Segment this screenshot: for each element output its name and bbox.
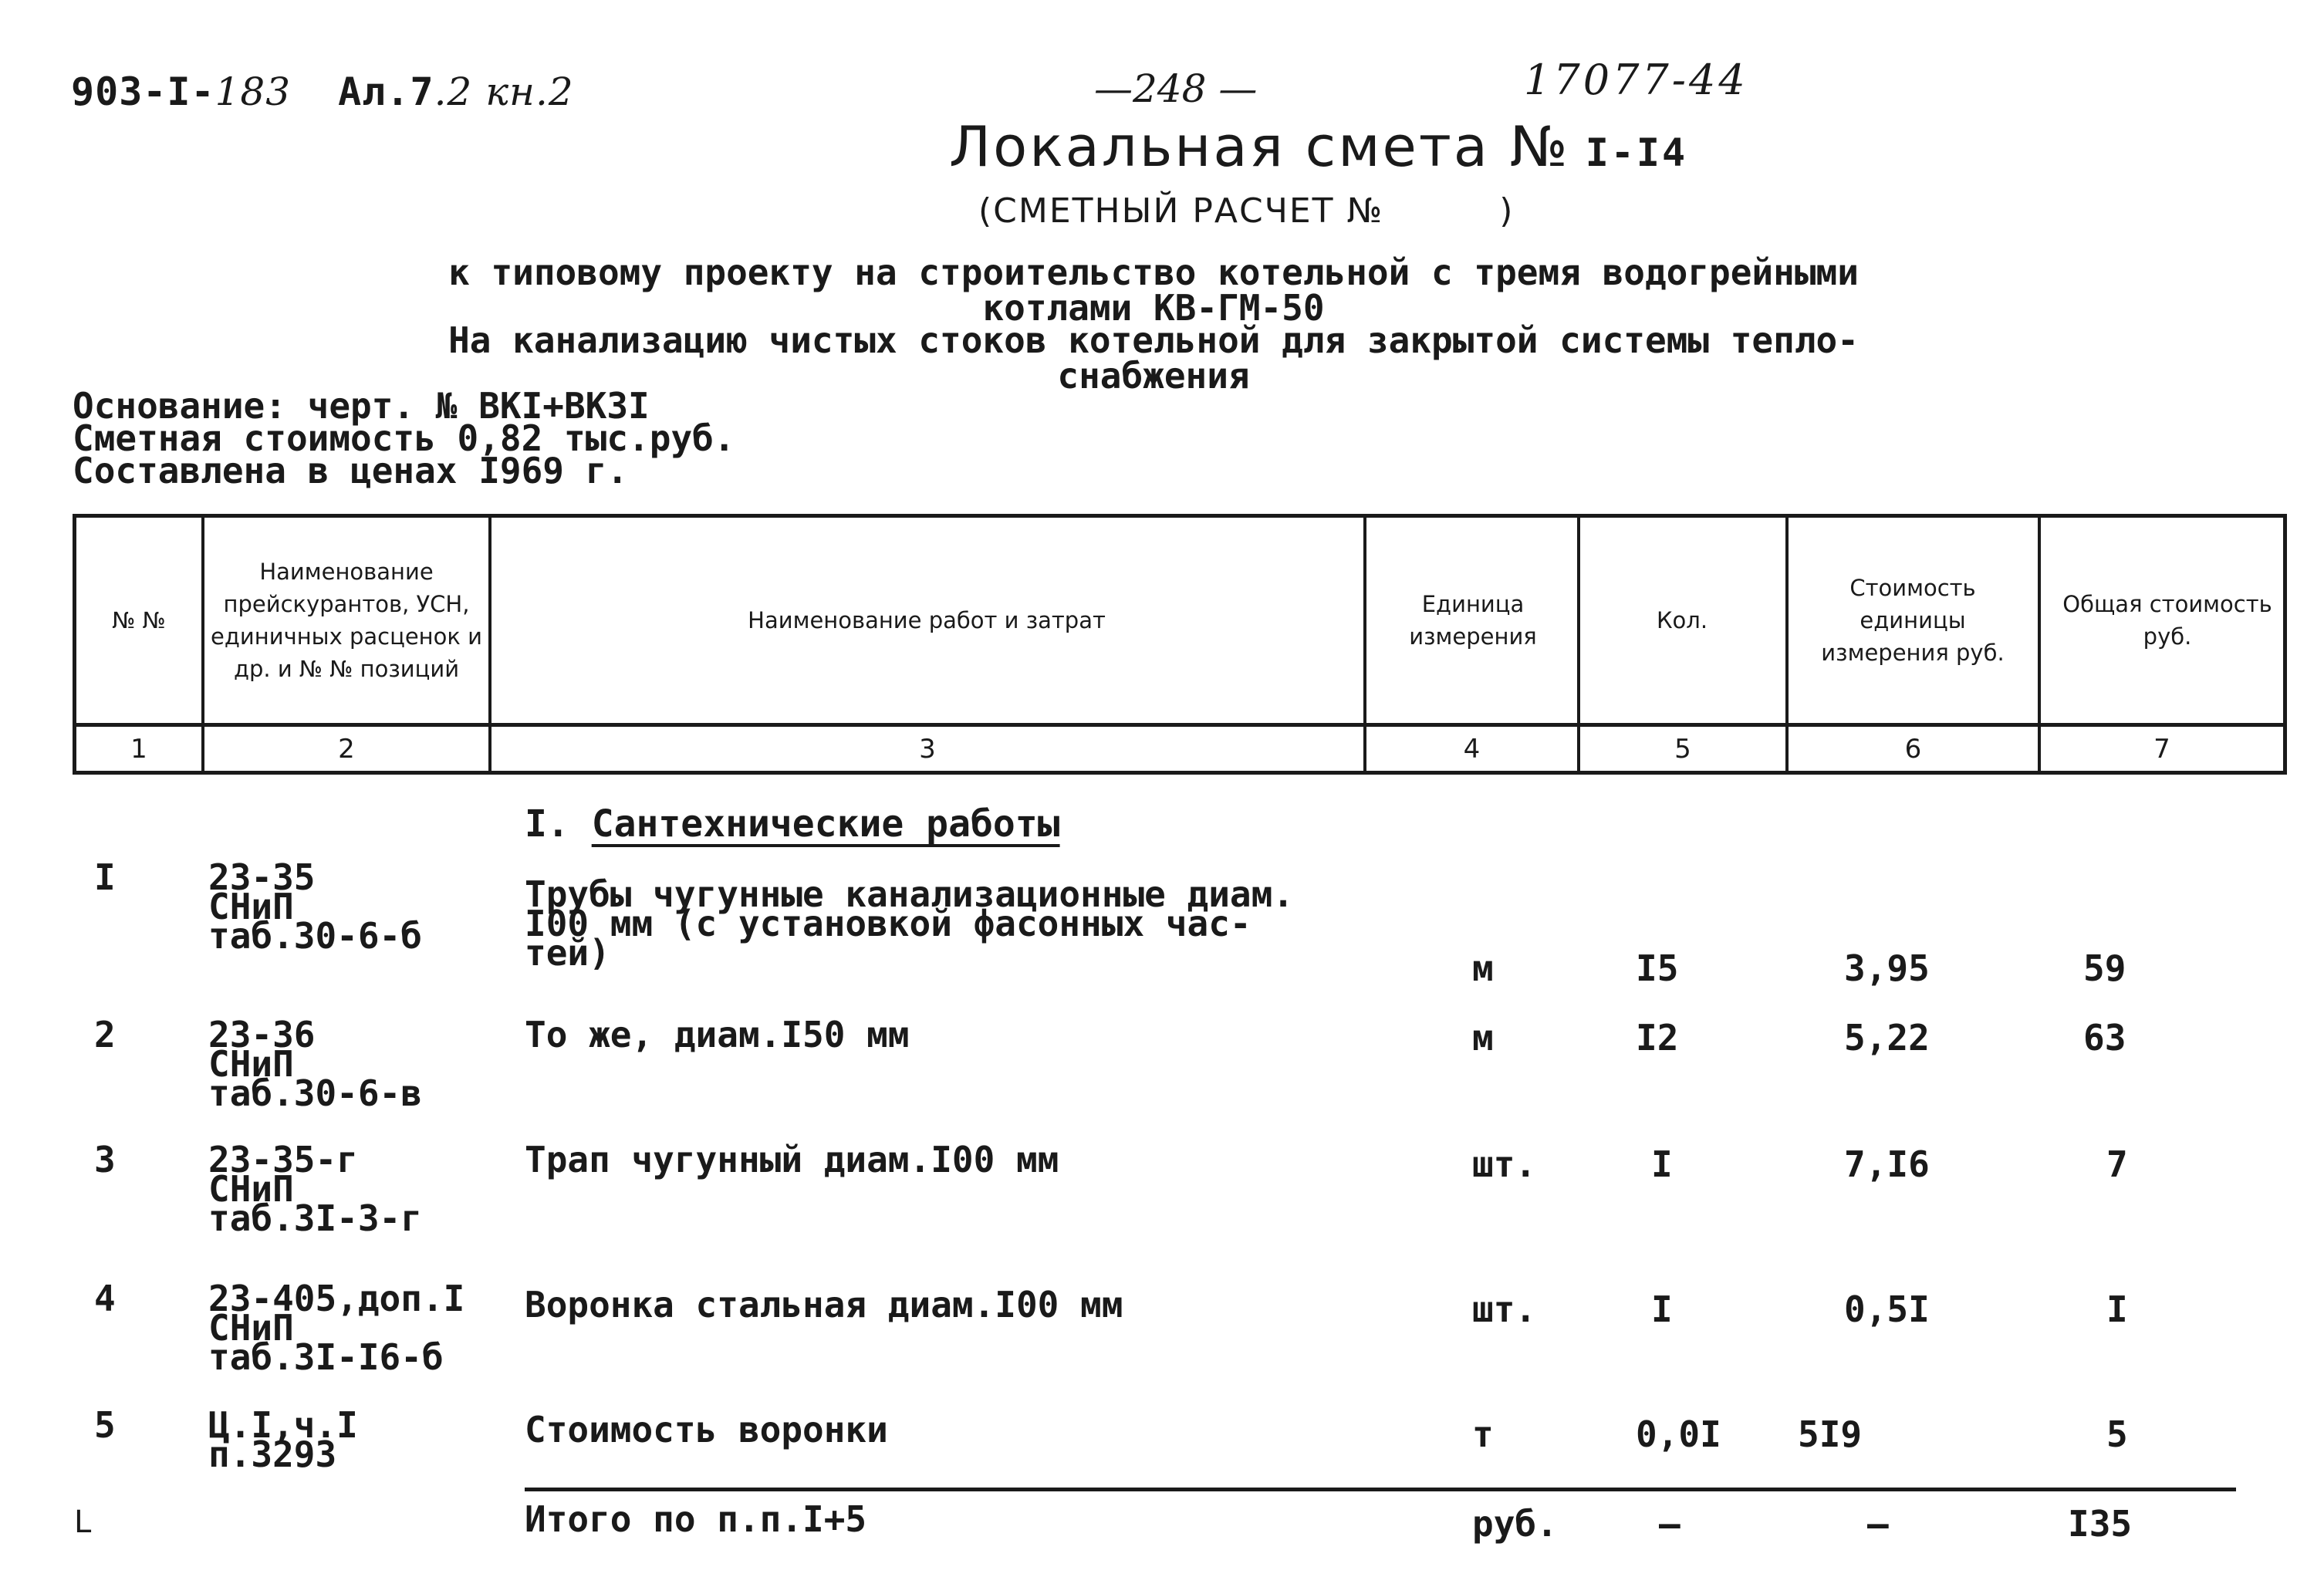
header-col-quantity: Кол. [1656, 607, 1708, 633]
total-label: Итого по п.п.I+5 [525, 1498, 867, 1540]
section-name: Сантехнические работы [591, 802, 1060, 846]
subtitle-open: (СМЕТНЫЙ РАСЧЕТ № [978, 191, 1384, 231]
document-code [71, 69, 574, 114]
row-number: 3 [94, 1139, 116, 1180]
row-total-cost: 5 [2106, 1413, 2128, 1455]
row-number: 4 [94, 1278, 116, 1319]
description-line: На канализацию чистых стоков котельной для закрытой системы тепло- [448, 319, 1859, 361]
column-number: 6 [1904, 734, 1922, 765]
page-number: —248 — [1094, 66, 1258, 111]
description-line: к типовому проекту на строительство котельной с тремя водогрейными [448, 252, 1859, 293]
row-total-cost: 63 [2083, 1017, 2126, 1059]
project-description [401, 252, 1906, 329]
archive-number: 17077-44 [1524, 56, 1748, 104]
row-code: 23-35 СНиП таб.30-6-б [208, 856, 422, 957]
total-quantity: – [1659, 1503, 1681, 1545]
section-number: I. [525, 802, 569, 846]
column-number: 5 [1674, 734, 1691, 765]
row-number: 5 [94, 1404, 116, 1446]
total-cost: I35 [2068, 1503, 2133, 1545]
row-code: 23-35-г СНиП таб.3I-3-г [208, 1139, 422, 1239]
column-number: 3 [919, 734, 936, 765]
total-unit-cost: – [1867, 1503, 1889, 1545]
description-line: котлами КВ-ГМ-50 [982, 287, 1325, 329]
corner-mark: L [74, 1505, 92, 1540]
row-unit: шт. [1472, 1288, 1537, 1330]
row-quantity: I [1651, 1288, 1673, 1330]
header-col-number: № № [112, 607, 166, 633]
document-code-prefix: 903-I- [71, 69, 215, 114]
row-unit-cost: 3,95 [1844, 947, 1930, 989]
price-year: Составлена в ценах I969 г. [73, 450, 629, 491]
header-col-total-cost: Общая стоимость руб. [2062, 591, 2272, 650]
row-quantity: I5 [1636, 947, 1679, 989]
row-quantity: 0,0I [1636, 1413, 1721, 1455]
row-unit-cost: 5,22 [1844, 1017, 1930, 1059]
row-code: 23-405,доп.I СНиП таб.3I-I6-б [208, 1278, 465, 1378]
document-subtitle [978, 191, 1514, 231]
column-number: 2 [338, 734, 355, 765]
row-code: 23-36 СНиП таб.30-6-в [208, 1014, 422, 1114]
row-work-name: Трубы чугунные канализационные диам. I00 мм (с установкой фасонных час- тей) [525, 873, 1294, 974]
header-col-unit-cost: Стоимость единицы измерения руб. [1821, 575, 2005, 666]
estimated-cost: Сметная стоимость 0,82 тыс.руб. [73, 417, 735, 459]
row-work-name: Трап чугунный диам.I00 мм [525, 1139, 1059, 1180]
estimate-number: I-I4 [1585, 130, 1688, 175]
row-number: I [94, 856, 116, 898]
row-number: 2 [94, 1014, 116, 1055]
scope-description [401, 319, 1906, 397]
column-number: 1 [130, 734, 147, 765]
document-title [949, 114, 1687, 179]
estimate-table-header [73, 514, 2287, 775]
row-unit-cost: 7,I6 [1844, 1143, 1930, 1185]
basis-drawings: Основание: черт. № ВКI+ВК3I [73, 385, 650, 427]
row-unit: т [1472, 1413, 1494, 1455]
row-quantity: I2 [1636, 1017, 1679, 1059]
header-col-work-name: Наименование работ и затрат [748, 607, 1106, 633]
total-separator-line [525, 1488, 2236, 1491]
row-code: Ц.I,ч.I п.3293 [208, 1404, 358, 1475]
section-title [525, 802, 1060, 846]
row-unit: м [1472, 947, 1494, 989]
row-work-name: Стоимость воронки [525, 1409, 888, 1450]
row-work-name: То же, диам.I50 мм [525, 1014, 910, 1055]
row-unit-cost: 5I9 [1798, 1413, 1863, 1455]
row-unit: м [1472, 1017, 1494, 1059]
row-unit: шт. [1472, 1143, 1537, 1185]
document-code-handwritten: 183 [214, 69, 292, 114]
total-unit: руб. [1472, 1503, 1558, 1545]
subtitle-close: ) [1499, 191, 1515, 231]
album-label: Ал.7 [338, 69, 434, 114]
row-total-cost: 59 [2083, 947, 2126, 989]
row-work-name: Воронка стальная диам.I00 мм [525, 1284, 1123, 1326]
column-number: 7 [2153, 734, 2170, 765]
row-unit-cost: 0,5I [1844, 1288, 1930, 1330]
album-handwritten: .2 кн.2 [434, 69, 574, 114]
column-number: 4 [1463, 734, 1481, 765]
row-total-cost: I [2106, 1288, 2128, 1330]
header-col-code: Наименование прейскурантов, УСН, единичных расценок и др. и № № позиций [211, 559, 482, 682]
description-line: снабжения [1057, 355, 1250, 397]
document-title-text: Локальная смета № [949, 114, 1570, 179]
row-total-cost: 7 [2106, 1143, 2128, 1185]
row-quantity: I [1651, 1143, 1673, 1185]
header-col-unit: Единица измерения [1409, 591, 1537, 650]
